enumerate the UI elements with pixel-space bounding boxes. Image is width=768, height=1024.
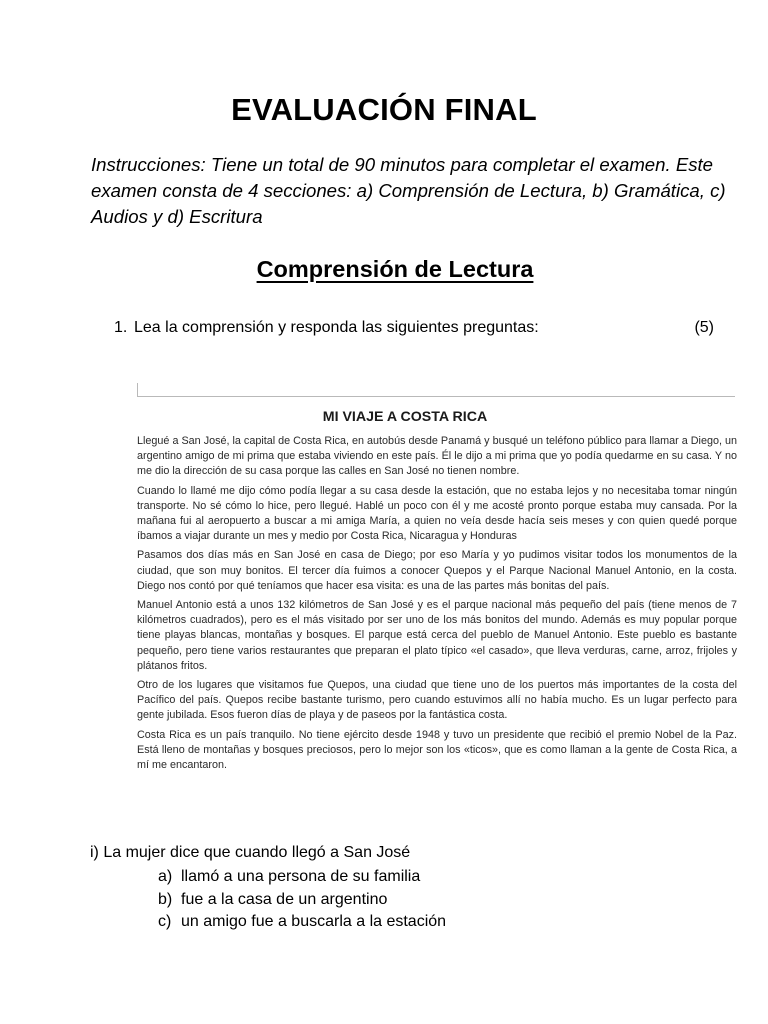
reading-paragraph: Llegué a San José, la capital de Costa Rica, en autobús desde Panamá y busqué un teléfono público para llamar a Diego, un argentino amigo de mi prima que estaba viviendo en este país. Él le dijo a mi prima que yo podía quedarme en su casa. Y no me dio la dirección de su casa porque las calles en San José no tienen nombre. <box>137 435 737 478</box>
option-letter: c) <box>158 913 172 930</box>
reading-paragraph: Pasamos dos días más en San José en casa de Diego; por eso María y yo pudimos visitar todos los monumentos de la ciudad, que son muy bonitos. El tercer día fuimos a conocer Quepos y el Parque Nacional Manuel Antonio, en la costa. Diego nos contó por qué teníamos que hacer esa visita: es una de las partes más bonitas del país. <box>137 549 737 592</box>
comprehension-question-stem: i) La mujer dice que cuando llegó a San José <box>90 844 411 861</box>
reading-passage-image <box>135 383 735 803</box>
reading-paragraph: Costa Rica es un país tranquilo. No tiene ejército desde 1948 y tuvo un presidente que recibió el premio Nobel de la Paz. Está lleno de montañas y bosques preciosos, pero lo mejor son los «ticos», que es como llaman a la gente de Costa Rica, a mí me encantaron. <box>137 728 737 772</box>
answer-option-b <box>158 889 446 912</box>
question-points: (5) <box>694 319 714 336</box>
reading-paragraph: Manuel Antonio está a unos 132 kilómetros de San José y es el parque nacional más pequeño del país (tiene menos de 7 kilómetros cuadrados), pero es el más visitado por ser uno de los más bonitos del mundo. Además es muy popular porque tiene playas blancas, montañas y bosques. El parque está cerca del pueblo de Manuel Antonio. Este pueblo es bastante pequeño, pero tiene varios restaurantes que preparan el plato típico «el casado», que lleva verduras, carne, arroz, frijoles y plátanos fritos. <box>137 599 737 672</box>
option-text: fue a la casa de un argentino <box>181 890 388 908</box>
question-number: 1. <box>114 319 128 336</box>
reading-paragraph: Otro de los lugares que visitamos fue Quepos, una ciudad que tiene uno de los puertos más importantes de la costa del Pacífico del país. Quepos recibe bastante turismo, pero cuando estuvimos allí no había mucho. Es un lugar perfecto para gente jubilada. Esos fueron días de playa y de paseos por la fantástica costa. <box>137 679 737 722</box>
option-text: llamó a una persona de su familia <box>181 868 421 885</box>
question-text: Lea la comprensión y responda las siguientes preguntas: <box>134 319 539 336</box>
option-text: un amigo fue a buscarla a la estación <box>181 913 447 930</box>
scan-border-corner <box>137 383 138 396</box>
instructions-text: Instrucciones: Tiene un total de 90 minutos para completar el examen. Este examen consta de 4 secciones: a) Comprensión de Lectura, b) Gramática, c) Audios y d) Escritura <box>91 154 726 227</box>
reading-body <box>137 434 737 777</box>
option-letter: a) <box>158 868 173 885</box>
answer-options <box>158 866 446 934</box>
answer-option-c <box>158 911 446 934</box>
section-heading: Comprensión de Lectura <box>256 256 534 282</box>
answer-option-a <box>158 866 446 889</box>
page-title: EVALUACIÓN FINAL <box>231 92 537 127</box>
reading-title: MI VIAJE A COSTA RICA <box>322 409 488 425</box>
scan-top-rule <box>137 396 735 397</box>
reading-paragraph: Cuando lo llamé me dijo cómo podía llegar a su casa desde la estación, que no estaba lejos y no necesitaba tomar ningún transporte. No sé cómo lo hice, pero llegué. Hablé un poco con él y me acosté pronto porque estaba muy cansada. Por la mañana fui al aeropuerto a buscar a mi amiga María, a quien no veía desde hacía seis meses y con quien quedé porque íbamos a viajar durante un mes y medio por Costa Rica, Nicaragua y Honduras <box>137 484 737 543</box>
option-letter: b) <box>158 890 173 908</box>
